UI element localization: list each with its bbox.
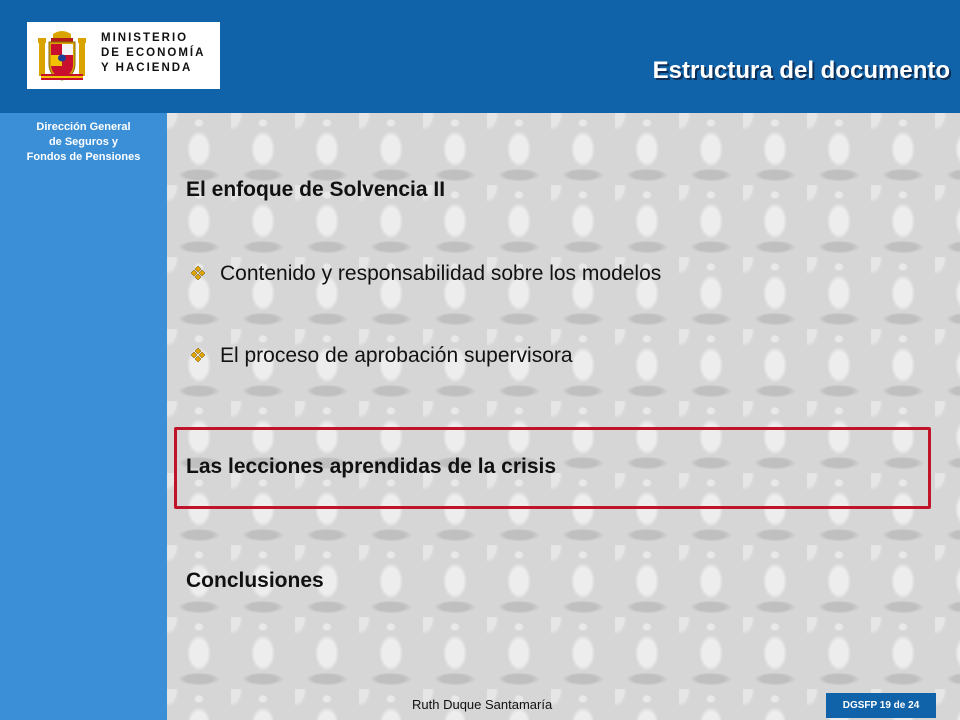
slide-header [0,0,960,113]
department-line-2: de Seguros y [48,136,119,148]
bullet-proceso: El proceso de aprobación supervisora [220,344,573,367]
ministry-name [101,31,205,76]
page-number-badge: DGSFP 19 de 24 [826,693,936,718]
heading-conclusiones: Conclusiones [186,569,324,592]
diamond-bullet-icon [190,265,206,281]
content-area [167,113,960,720]
ministry-line-1: MINISTERIO [101,32,189,44]
bullet-contenido: Contenido y responsabilidad sobre los modelos [220,262,662,285]
department-name [0,120,167,165]
department-line-3: Fondos de Pensiones [26,151,141,163]
footer-author: Ruth Duque Santamaría [412,697,553,712]
ministry-line-3: Y HACIENDA [101,62,193,74]
ministry-logo [27,22,220,89]
ministry-line-2: DE ECONOMÍA [101,47,206,59]
diamond-bullet-icon [190,347,206,363]
coat-of-arms-icon [37,28,87,84]
heading-lecciones: Las lecciones aprendidas de la crisis [186,455,557,478]
heading-solvencia: El enfoque de Solvencia II [186,178,446,201]
slide-title: Estructura del documento [652,57,950,84]
department-line-1: Dirección General [36,121,131,133]
sidebar [0,113,167,720]
